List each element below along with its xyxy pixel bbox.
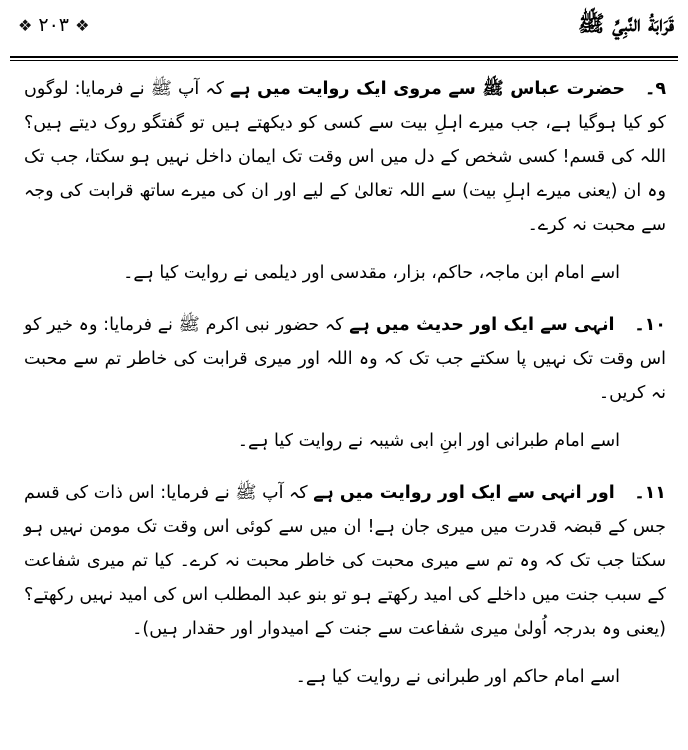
hadith-lead: حضرت عباس ﷺ سے مروی ایک روایت میں ہے — [230, 79, 625, 99]
hadith-source: اسے امام طبرانی اور ابنِ ابی شیبہ نے روایت کیا ہے۔ — [237, 431, 620, 451]
hadith-number: ۹۔ — [645, 79, 666, 99]
ornament-icon: ❖ — [75, 16, 90, 35]
hadith-entry — [24, 308, 666, 410]
ornament-icon: ❖ — [18, 16, 33, 35]
hadith-text: کہ آپ ﷺ نے فرمایا: اس ذات کی قسم جس کے قبضہ قدرت میں میری جان ہے! ان میں سے کوئی اس وقت تک مومن نہیں ہو سکتا جب تک کہ وہ تم سے میری محبت کی خاطر محبت نہ کرے۔ کیا تم میری شفاعت کے سبب جنت میں داخلے کی امید رکھتے ہو تو بنو عبد المطلب اس کی امید نہیں رکھتے؟ (یعنی وہ بدرجہ اُولیٰ میری شفاعت سے جنت کے امیدوار اور حقدار ہیں)۔ — [24, 483, 666, 639]
header-rule — [10, 56, 678, 58]
page-header — [10, 6, 674, 52]
hadith-source: اسے امام ابن ماجہ، حاکم، بزار، مقدسی اور دیلمی نے روایت کیا ہے۔ — [123, 263, 620, 283]
hadith-text: کہ آپ ﷺ نے فرمایا: لوگوں کو کیا ہوگیا ہے، جب میرے اہلِ بیت سے کسی کو دیکھتے ہیں تو گفتگو روک دیتے ہیں؟ اللہ کی قسم! کسی شخص کے دل میں اس وقت تک ایمان داخل نہیں ہو سکتا، جب تک وہ ان (یعنی میرے اہلِ بیت) سے اللہ تعالیٰ کے لیے اور ان کی میرے ساتھ قرابت کی وجہ سے محبت نہ کرے۔ — [24, 79, 666, 235]
hadith-text: کہ حضور نبی اکرم ﷺ نے فرمایا: وہ خیر کو اس وقت تک نہیں پا سکتے جب تک کہ وہ اللہ اور میری قرابت کی خاطر تم سے محبت نہ کریں۔ — [24, 315, 666, 403]
page-body — [24, 72, 666, 712]
hadith-source: اسے امام حاکم اور طبرانی نے روایت کیا ہے۔ — [295, 667, 620, 687]
page-number — [18, 14, 89, 36]
hadith-number: ۱۰۔ — [634, 315, 666, 335]
hadith-lead: انہی سے ایک اور حدیث میں ہے — [349, 315, 615, 335]
running-title: قَرَابَةُ النَّبِيِّ ﷺ — [578, 11, 674, 37]
hadith-entry — [24, 72, 666, 242]
hadith-lead: اور انہی سے ایک اور روایت میں ہے — [313, 483, 615, 503]
hadith-number: ۱۱۔ — [634, 483, 666, 503]
hadith-entry — [24, 476, 666, 646]
page-number-value: ۲۰۳ — [38, 14, 70, 36]
